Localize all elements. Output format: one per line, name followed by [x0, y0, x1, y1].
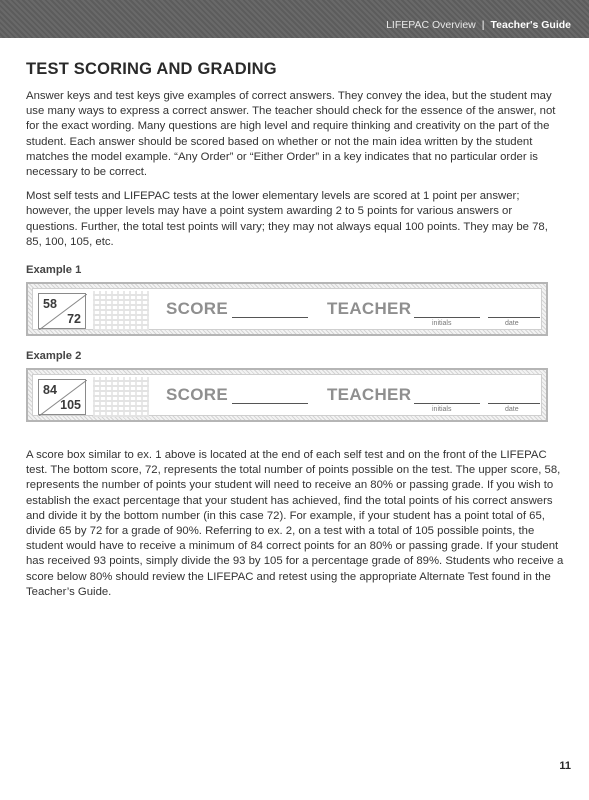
score-blank	[232, 317, 308, 318]
header-separator: |	[481, 19, 485, 31]
score-label: SCORE	[166, 385, 228, 405]
score-label: SCORE	[166, 299, 228, 319]
score-blank	[232, 403, 308, 404]
example-1-score-box	[26, 282, 548, 336]
example-1-label: Example 1	[26, 264, 82, 277]
intro-paragraph: Answer keys and test keys give examples of correct answers. They convey the idea, but the student may use many ways to express a correct answer. The teacher should check for the essence of the answer, not for the exact wording. Many questions are high level and require thinking and creativity on the part of the student. Each answer should be scored based on whether or not the main idea written by the student matches the model example. “Any Order” or “Either Order” in a key indicates that no particular order is necessary to be correct.	[26, 90, 556, 179]
example-2-label: Example 2	[26, 350, 82, 363]
total-points: 72	[67, 312, 81, 327]
upper-score: 84	[43, 383, 57, 398]
page-number: 11	[559, 760, 571, 772]
date-caption: date	[505, 320, 519, 328]
initials-blank	[414, 317, 480, 318]
page-content	[26, 60, 566, 609]
teacher-label: TEACHER	[327, 385, 412, 405]
date-blank	[488, 403, 540, 404]
explanation-paragraph: A score box similar to ex. 1 above is located at the end of each self test and on the front of the LIFEPAC test. The bottom score, 72, represents the total number of points possible on the test. The upper score, 58, represents the number of points your student will need to receive an 80% or passing grade. If you wish to establish the exact percentage that your student has achieved, find the total points of his correct answers and divide it by the bottom number (in this case 72). For example, if your student has a point total of 65, divide 65 by 72 for a grade of 90%. Referring to ex. 2, on a test with a total of 105 possible points, the student would have to receive a minimum of 84 correct points for an 80% or passing grade. If your student has received 93 points, simply divide the 93 by 105 for a percentage grade of 89%. Students who receive a score below 80% should review the LIFEPAC and retest using the appropriate Alternate Test found in the Teacher’s Guide.	[26, 449, 564, 598]
example-2-score-box	[26, 368, 548, 422]
running-header	[386, 16, 571, 34]
decorative-pattern	[93, 291, 149, 331]
header-section: LIFEPAC Overview	[386, 19, 476, 31]
points-paragraph: Most self tests and LIFEPAC tests at the lower elementary levels are scored at 1 point per answer; however, the upper levels may have a point system awarding 2 to 5 points for various answers or questions. Further, the total test points will vary; they may not always equal 100 points. They may be 78, 85, 100, 105, etc.	[26, 190, 548, 248]
initials-caption: initials	[432, 406, 452, 414]
decorative-pattern	[93, 377, 149, 417]
date-blank	[488, 317, 540, 318]
score-fraction-box	[38, 379, 86, 415]
initials-caption: initials	[432, 320, 452, 328]
score-fraction-box	[38, 293, 86, 329]
upper-score: 58	[43, 297, 57, 312]
date-caption: date	[505, 406, 519, 414]
total-points: 105	[60, 398, 81, 413]
initials-blank	[414, 403, 480, 404]
teacher-label: TEACHER	[327, 299, 412, 319]
header-guide-title: Teacher's Guide	[490, 19, 571, 31]
page-title: TEST SCORING AND GRADING	[26, 60, 277, 78]
